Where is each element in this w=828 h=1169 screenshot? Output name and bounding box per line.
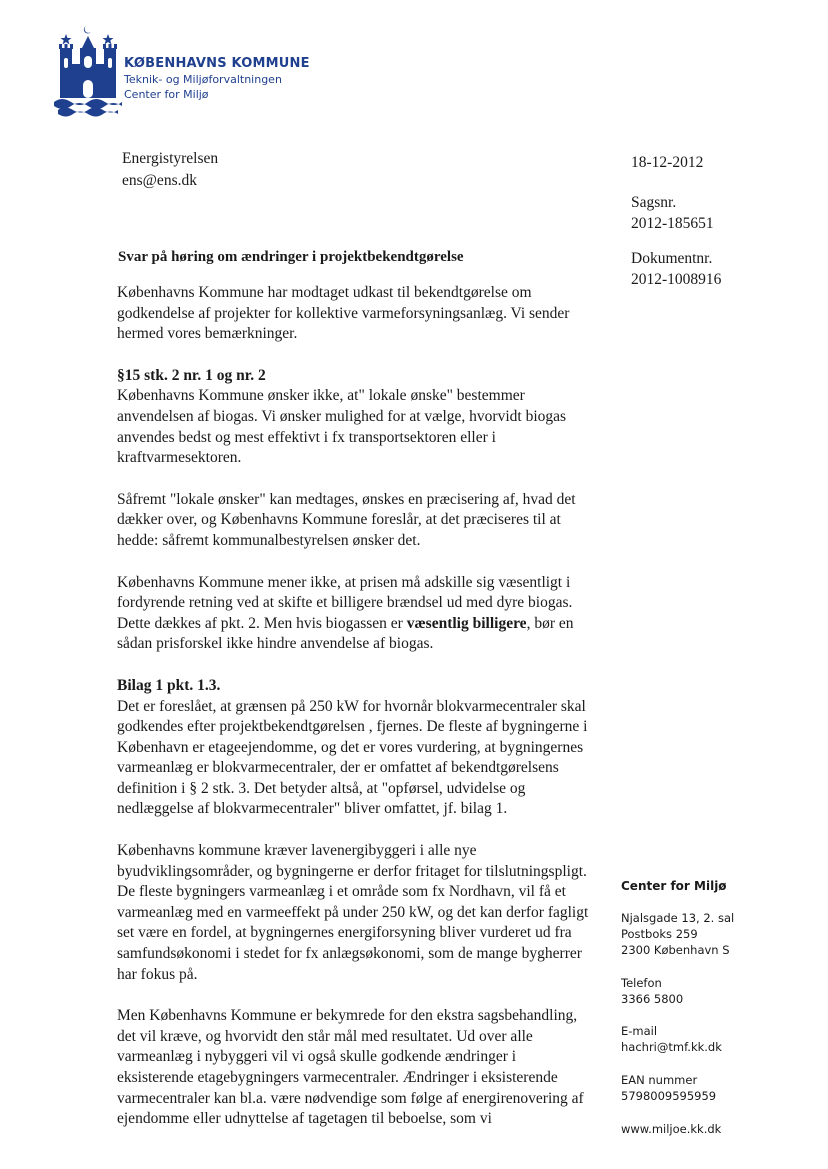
document-number-block: [631, 248, 721, 290]
section-heading: §15 stk. 2 nr. 1 og nr. 2: [117, 366, 266, 384]
paragraph: Men Københavns Kommune er bekymrede for den ekstra sagsbehandling, det vil kræve, og hvorvidt den står mål med resultatet. Ud over alle varmeanlæg i nybyggeri vil vi også skulle godkende ændringer i eksisterende etagebygningers varmecentraler. Ændringer i eksisterende varmecentraler kan bl.a. være nødvendige som følge af energirenovering af ejendomme eller udnyttelse af tagetagen til beboelse, som vi: [117, 1007, 584, 1128]
paragraph: Det er foreslået, at grænsen på 250 kW for hvornår blokvarmecentraler skal godkendes efter projektbekendtgørelsen , fjernes. De fleste af bygningerne i København er etageejendomme, og det er vores vurdering, at bygningernes varmeanlæg er blokvarmecentraler, der er omfattet af bekendtgørelsens definition i § 2 stk. 3. Det betyder altså, at "opførsel, udvidelse og nedlæggelse af blokvarmecentraler" bliver omfattet, jf. bilag 1.: [117, 697, 588, 818]
email-block: [621, 1023, 722, 1055]
paragraph: Københavns Kommune ønsker ikke, at" lokale ønske" bestemmer anvendelsen af biogas. Vi ønsker mulighed for at vælge, hvorvidt biogas anvendes bedst og mest effektivt i fx transportsektoren eller i kraftvarmesektoren.: [117, 387, 567, 467]
center-name: Center for Miljø: [124, 88, 209, 101]
paragraph-text: , bør en sådan prisforskel ikke hindre anvendelse af biogas.: [117, 614, 574, 653]
case-number-block: [631, 192, 714, 234]
ean-number: 5798009595959: [621, 1089, 717, 1103]
org-name: KØBENHAVNS KOMMUNE: [124, 56, 310, 71]
phone-block: [621, 975, 683, 1007]
address-line: Njalsgade 13, 2. sal: [621, 911, 735, 925]
recipient-email: ens@ens.dk: [122, 172, 197, 189]
section-heading: Bilag 1 pkt. 1.3.: [117, 676, 221, 694]
department-name: Teknik- og Miljøforvaltningen: [124, 73, 282, 86]
document-number-label: Dokumentnr.: [631, 250, 713, 267]
address-block: [621, 910, 734, 958]
paragraph-text: Københavns Kommune mener ikke, at prisen må adskille sig væsentligt i fordyrende retning ved at skifte et billigere brændsel ud med dyre biogas. Dette dækkes af pkt. 2. Men hvis biogassen er: [117, 573, 573, 632]
email-address: hachri@tmf.kk.dk: [621, 1040, 722, 1054]
address-line: 2300 København S: [621, 943, 730, 957]
address-line: Postboks 259: [621, 927, 698, 941]
email-label: E-mail: [621, 1024, 658, 1038]
case-number-label: Sagsnr.: [631, 194, 677, 211]
copenhagen-coat-of-arms-logo: [52, 24, 124, 120]
ean-block: [621, 1072, 716, 1104]
letter-date: 18-12-2012: [631, 154, 704, 171]
recipient-block: [122, 148, 218, 192]
phone-number: 3366 5800: [621, 992, 684, 1006]
sidebar-title: Center for Miljø: [621, 879, 727, 893]
sidebar-contact: [621, 878, 727, 894]
emphasis-text: væsentlig billigere: [406, 614, 527, 632]
case-number: 2012-185651: [631, 215, 714, 232]
letterhead: [124, 56, 310, 101]
paragraph: [117, 573, 589, 655]
letter-body: [117, 283, 589, 1151]
phone-label: Telefon: [621, 976, 662, 990]
paragraph: Københavns kommune kræver lavenergibyggeri i alle nye byudviklingsområder, og bygningerne er derfor fritaget for tilslutningspligt. De fleste bygningers varmeanlæg i et område som fx Nordhavn, vil få et varmeanlæg med en varmeeffekt på under 250 kW, og det kan derfor fagligt set være en fordel, at bygningernes energiforsyning bliver vurderet ud fra samfundsøkonomi i stedet for fx anlægsøkonomi, som de mange bygherrer har fokus på.: [117, 842, 589, 983]
recipient-name: Energistyrelsen: [122, 150, 219, 167]
paragraph: Såfremt "lokale ønsker" kan medtages, ønskes en præcisering af, hvad det dækker over, og Københavns Kommune foreslår, at det præciseres til at hedde: såfremt kommunalbestyrelsen ønsker det.: [117, 490, 576, 549]
ean-label: EAN nummer: [621, 1073, 698, 1087]
document-number: 2012-1008916: [631, 271, 722, 288]
intro-paragraph: Københavns Kommune har modtaget udkast til bekendtgørelse om godkendelse af projekter for kollektive varmeforsyningsanlæg. Vi sender hermed vores bemærkninger.: [117, 284, 570, 343]
letter-title: Svar på høring om ændringer i projektbekendtgørelse: [118, 249, 464, 265]
website: www.miljoe.kk.dk: [621, 1122, 722, 1136]
